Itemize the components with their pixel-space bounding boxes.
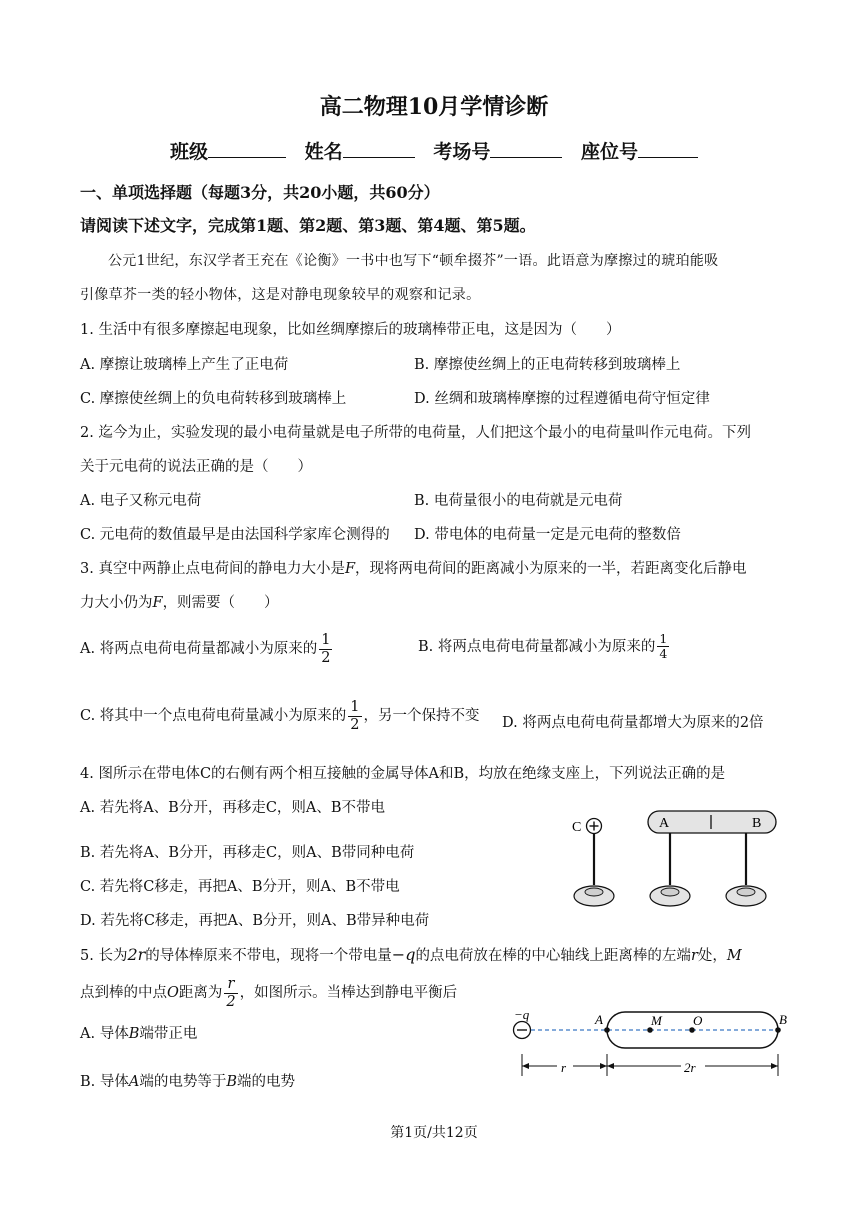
- q1-option-c[interactable]: C. 摩擦使丝绸上的负电荷转移到玻璃棒上: [80, 391, 347, 407]
- passage-line-2: 引像草芥一类的轻小物体，这是对静电现象较早的观察和记录。: [80, 287, 481, 303]
- student-info-line: [0, 137, 868, 164]
- point-a: [604, 1027, 610, 1033]
- seat-number-field[interactable]: 座位号: [581, 137, 698, 164]
- fraction-one-half: $\frac{1}{2}$: [321, 632, 331, 666]
- label-c: C: [572, 820, 582, 835]
- question-2-stem-line-1: 2. 迄今为止，实验发现的最小电荷量就是电子所带的电荷量，人们把这个最小的电荷量叫作元电荷。下列: [80, 425, 751, 441]
- q4-figure-conductors: [560, 800, 790, 915]
- label-neg-q: −q: [514, 1007, 530, 1022]
- q2-option-a[interactable]: A. 电子又称元电荷: [80, 493, 202, 509]
- svg-text:M: M: [651, 1013, 662, 1028]
- name-field[interactable]: 姓名: [305, 137, 415, 164]
- fraction-one-quarter: $\frac{1}{4}$: [659, 631, 668, 662]
- q2-option-d[interactable]: D. 带电体的电荷量一定是元电荷的整数倍: [414, 527, 681, 543]
- question-3-stem-line-1: 3. 真空中两静止点电荷间的静电力大小是F，现将两电荷间的距离减小为原来的一半，若距离变化后静电: [80, 561, 747, 577]
- q5-figure-rod: [505, 1002, 795, 1087]
- svg-text:O: O: [693, 1013, 703, 1028]
- point-m: [647, 1027, 653, 1033]
- passage-line-1: 公元1世纪，东汉学者王充在《论衡》一书中也写下“顿牟掇芥”一语。此语意为摩擦过的琥珀能吸: [108, 253, 719, 269]
- q4-option-d[interactable]: D. 若先将C移走，再把A、B分开，则A、B带异种电荷: [80, 913, 430, 929]
- q5-option-b[interactable]: B. 导体A端的电势等于B端的电势: [80, 1074, 296, 1090]
- class-field[interactable]: 班级: [170, 137, 286, 164]
- question-4-stem: 4. 图所示在带电体C的右侧有两个相互接触的金属导体A和B，均放在绝缘支座上，下列说法正确的是: [80, 766, 726, 782]
- q4-option-a[interactable]: A. 若先将A、B分开，再移走C，则A、B不带电: [80, 800, 386, 816]
- question-5-stem-line-2: 点到棒的中点O距离为 $\frac{r}{2}$ ，如图所示。当棒达到静电平衡后: [80, 976, 458, 1010]
- q4-option-c[interactable]: C. 若先将C移走，再把A、B分开，则A、B不带电: [80, 879, 400, 895]
- q1-option-b[interactable]: B. 摩擦使丝绸上的正电荷转移到玻璃棒上: [414, 357, 681, 373]
- reading-instruction: 请阅读下述文字，完成第1题、第2题、第3题、第4题、第5题。: [80, 216, 536, 235]
- point-b: [775, 1027, 781, 1033]
- q3-option-b[interactable]: B. 将两点电荷电荷量都减小为原来的 $\frac{1}{4}$: [418, 631, 668, 662]
- exam-room-field[interactable]: 考场号: [433, 137, 562, 164]
- q5-option-a[interactable]: A. 导体B端带正电: [80, 1026, 198, 1042]
- section-title: 一、单项选择题（每题3分，共20小题，共60分）: [80, 183, 440, 202]
- fraction-one-half: $\frac{1}{2}$: [350, 699, 360, 733]
- point-o: [689, 1027, 695, 1033]
- label-b: B: [752, 816, 762, 831]
- q3-option-d[interactable]: D. 将两点电荷电荷量都增大为原来的2倍: [502, 715, 764, 731]
- question-3-stem-line-2: 力大小仍为F，则需要（ ）: [80, 595, 279, 611]
- svg-text:A: A: [595, 1012, 603, 1027]
- question-2-stem-line-2: 关于元电荷的说法正确的是（ ）: [80, 459, 312, 475]
- q2-option-b[interactable]: B. 电荷量很小的电荷就是元电荷: [414, 493, 623, 509]
- q1-option-a[interactable]: A. 摩擦让玻璃棒上产生了正电荷: [80, 357, 289, 373]
- label-r: r: [561, 1060, 567, 1075]
- question-5-stem-line-1: 5. 长为2r的导体棒原来不带电，现将一个带电量−q的点电荷放在棒的中心轴线上距离棒的左端r处，M: [80, 945, 742, 964]
- q2-option-c[interactable]: C. 元电荷的数值最早是由法国科学家库仑测得的: [80, 527, 390, 543]
- q1-option-d[interactable]: D. 丝绸和玻璃棒摩擦的过程遵循电荷守恒定律: [414, 391, 710, 407]
- q3-option-a[interactable]: A. 将两点电荷电荷量都减小为原来的 $\frac{1}{2}$: [80, 632, 331, 666]
- q3-option-c[interactable]: C. 将其中一个点电荷电荷量减小为原来的 $\frac{1}{2}$ ，另一个保持不变: [80, 699, 480, 733]
- page-title: 高二物理10月学情诊断: [319, 94, 549, 120]
- page-number: 第1页/共12页: [390, 1125, 478, 1141]
- fraction-r-over-2: $\frac{r}{2}$: [226, 976, 236, 1010]
- q4-option-b[interactable]: B. 若先将A、B分开，再移走C，则A、B带同种电荷: [80, 845, 415, 861]
- svg-text:B: B: [779, 1012, 787, 1027]
- label-a: A: [659, 816, 670, 831]
- label-2r: 2r: [684, 1060, 696, 1075]
- question-1-stem: 1. 生活中有很多摩擦起电现象，比如丝绸摩擦后的玻璃棒带正电，这是因为（ ）: [80, 322, 621, 338]
